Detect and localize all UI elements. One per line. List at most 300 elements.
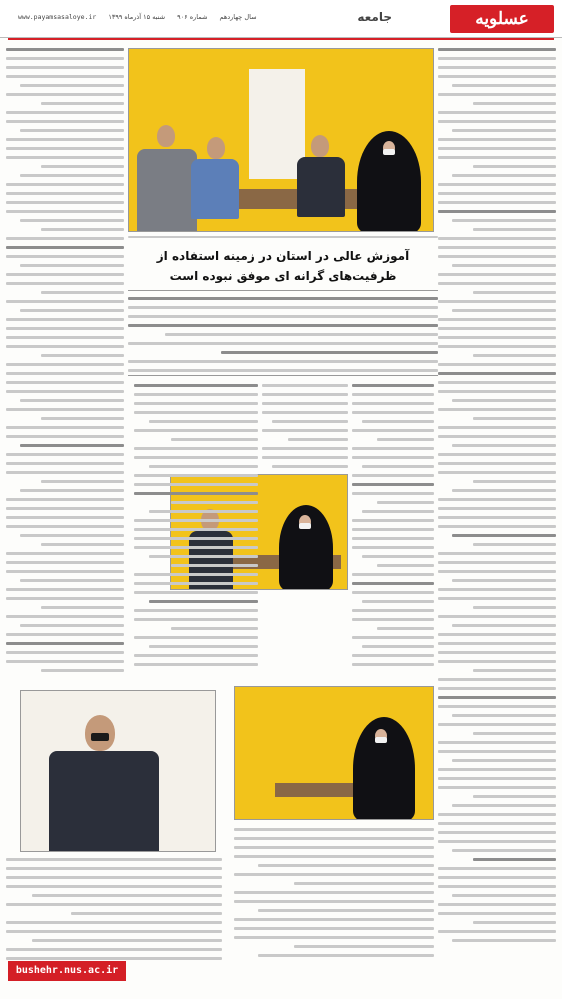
text-line (128, 342, 438, 345)
text-line (352, 537, 434, 540)
text-line (262, 384, 348, 387)
meta-issue: شماره ۹۰۶ (177, 13, 208, 21)
text-line (134, 618, 258, 621)
bottom-right-text (234, 828, 434, 968)
text-line (6, 390, 124, 393)
text-line (452, 129, 556, 132)
text-line (6, 201, 124, 204)
text-line (377, 438, 434, 441)
text-line (6, 318, 124, 321)
text-line (41, 543, 124, 546)
text-line (134, 546, 258, 549)
text-line (128, 360, 438, 363)
text-line (362, 510, 434, 513)
text-line (438, 255, 556, 258)
text-line (362, 600, 434, 603)
right-text-column (438, 48, 556, 968)
text-line (438, 183, 556, 186)
bottom-left-text (6, 858, 222, 968)
text-line (234, 837, 434, 840)
text-line (6, 327, 124, 330)
text-line (134, 519, 258, 522)
text-line (352, 411, 434, 414)
text-line (6, 867, 222, 870)
text-line (71, 912, 222, 915)
text-line (6, 210, 124, 213)
text-line (20, 129, 124, 132)
text-line (352, 483, 434, 486)
text-line (20, 399, 124, 402)
text-line (438, 435, 556, 438)
text-line (438, 210, 556, 213)
text-line (6, 255, 124, 258)
text-line (6, 426, 124, 429)
text-line (438, 912, 556, 915)
text-line (438, 705, 556, 708)
text-line (438, 687, 556, 690)
text-line (452, 309, 556, 312)
meeting-photo-top (128, 48, 434, 232)
left-text-column (6, 48, 124, 688)
text-line (452, 444, 556, 447)
text-line (438, 768, 556, 771)
text-line (128, 297, 438, 300)
interview-photo (234, 686, 434, 820)
text-line (452, 894, 556, 897)
text-line (6, 597, 124, 600)
text-line (134, 429, 258, 432)
text-line (262, 429, 348, 432)
text-line (134, 483, 258, 486)
text-line (6, 363, 124, 366)
text-line (438, 345, 556, 348)
text-line (6, 57, 124, 60)
text-line (258, 954, 434, 957)
text-line (6, 372, 124, 375)
text-line (6, 156, 124, 159)
text-line (41, 480, 124, 483)
text-line (452, 534, 556, 537)
text-line (452, 264, 556, 267)
text-line (438, 192, 556, 195)
text-line (6, 498, 124, 501)
text-line (41, 102, 124, 105)
text-line (272, 465, 348, 468)
text-line (171, 564, 258, 567)
text-line (6, 525, 124, 528)
text-line (473, 669, 556, 672)
text-line (352, 492, 434, 495)
text-line (6, 651, 124, 654)
text-line (6, 471, 124, 474)
text-line (438, 246, 556, 249)
newspaper-logo: عسلویه (450, 5, 554, 33)
text-line (134, 663, 258, 666)
text-line (234, 873, 434, 876)
text-line (6, 462, 124, 465)
text-line (134, 384, 258, 387)
text-line (438, 777, 556, 780)
text-line (6, 282, 124, 285)
text-line (134, 474, 258, 477)
text-line (438, 147, 556, 150)
text-line (452, 489, 556, 492)
text-line (6, 408, 124, 411)
text-line (171, 501, 258, 504)
text-line (6, 120, 124, 123)
text-line (438, 930, 556, 933)
text-line (171, 627, 258, 630)
text-line (134, 573, 258, 576)
text-line (438, 327, 556, 330)
photo-caption (128, 236, 438, 241)
text-line (165, 333, 438, 336)
text-line (149, 465, 258, 468)
text-line (20, 579, 124, 582)
text-line (362, 645, 434, 648)
text-line (438, 597, 556, 600)
text-line (6, 183, 124, 186)
text-line (438, 381, 556, 384)
text-line (288, 438, 348, 441)
text-line (262, 447, 348, 450)
text-line (473, 921, 556, 924)
text-line (128, 369, 438, 372)
text-line (6, 570, 124, 573)
text-line (452, 624, 556, 627)
text-line (6, 930, 222, 933)
text-line (6, 642, 124, 645)
mid-column-a (352, 384, 434, 684)
text-line (473, 606, 556, 609)
text-line (362, 555, 434, 558)
text-line (149, 420, 258, 423)
text-line (20, 489, 124, 492)
text-line (352, 636, 434, 639)
website-url[interactable]: www.payamsasaloye.ir (18, 13, 97, 21)
text-line (452, 714, 556, 717)
text-line (452, 84, 556, 87)
text-line (32, 894, 222, 897)
text-line (352, 393, 434, 396)
text-line (262, 456, 348, 459)
text-line (438, 471, 556, 474)
text-line (6, 552, 124, 555)
text-line (6, 147, 124, 150)
text-line (473, 291, 556, 294)
text-line (20, 84, 124, 87)
text-line (171, 438, 258, 441)
text-line (438, 318, 556, 321)
text-line (438, 867, 556, 870)
text-line (234, 927, 434, 930)
text-line (6, 957, 222, 960)
text-line (438, 300, 556, 303)
text-line (438, 75, 556, 78)
text-line (452, 849, 556, 852)
text-line (294, 882, 434, 885)
text-line (438, 885, 556, 888)
text-line (473, 102, 556, 105)
text-line (438, 363, 556, 366)
text-line (6, 876, 222, 879)
text-line (473, 228, 556, 231)
text-line (438, 426, 556, 429)
masthead-meta (8, 13, 257, 21)
text-line (362, 420, 434, 423)
text-line (20, 219, 124, 222)
text-line (41, 354, 124, 357)
text-line (6, 858, 222, 861)
text-line (234, 936, 434, 939)
text-line (41, 291, 124, 294)
text-line (438, 822, 556, 825)
text-line (352, 402, 434, 405)
mid-column-c (134, 384, 258, 684)
masthead-rule (8, 38, 554, 40)
text-line (6, 93, 124, 96)
text-line (438, 156, 556, 159)
text-line (6, 246, 124, 249)
text-line (149, 510, 258, 513)
text-line (352, 519, 434, 522)
portrait-photo (20, 690, 216, 852)
meta-date: شنبه ۱۵ آذرماه ۱۳۹۹ (108, 13, 166, 21)
text-line (452, 759, 556, 762)
text-line (6, 633, 124, 636)
text-line (6, 921, 222, 924)
text-line (352, 474, 434, 477)
text-line (473, 795, 556, 798)
text-line (438, 696, 556, 699)
text-line (352, 546, 434, 549)
text-line (377, 501, 434, 504)
text-line (438, 201, 556, 204)
text-line (438, 507, 556, 510)
text-line (6, 192, 124, 195)
text-line (352, 528, 434, 531)
text-line (234, 828, 434, 831)
text-line (272, 420, 348, 423)
text-line (234, 855, 434, 858)
text-line (234, 846, 434, 849)
text-line (438, 453, 556, 456)
text-line (438, 642, 556, 645)
text-line (473, 480, 556, 483)
mid-column-b (262, 384, 348, 470)
text-line (294, 945, 434, 948)
text-line (41, 669, 124, 672)
text-line (262, 411, 348, 414)
text-line (452, 399, 556, 402)
text-line (6, 615, 124, 618)
text-line (234, 891, 434, 894)
text-line (438, 840, 556, 843)
text-line (134, 537, 258, 540)
text-line (20, 534, 124, 537)
text-line (377, 627, 434, 630)
text-line (438, 660, 556, 663)
text-line (352, 429, 434, 432)
text-line (6, 435, 124, 438)
text-line (6, 237, 124, 240)
text-line (6, 75, 124, 78)
text-line (20, 264, 124, 267)
text-line (258, 909, 434, 912)
source-badge[interactable]: bushehr.nus.ac.ir (8, 961, 126, 981)
text-line (20, 309, 124, 312)
text-line (134, 582, 258, 585)
text-line (452, 804, 556, 807)
meta-year: سال چهاردهم (219, 13, 257, 21)
text-line (438, 615, 556, 618)
text-line (452, 939, 556, 942)
text-line (134, 528, 258, 531)
text-line (438, 876, 556, 879)
text-line (134, 393, 258, 396)
text-line (473, 417, 556, 420)
text-line (473, 732, 556, 735)
text-line (134, 636, 258, 639)
text-line (134, 402, 258, 405)
text-line (352, 384, 434, 387)
text-line (473, 354, 556, 357)
text-line (6, 507, 124, 510)
text-line (438, 633, 556, 636)
text-line (352, 447, 434, 450)
text-line (134, 411, 258, 414)
text-line (352, 591, 434, 594)
text-line (352, 609, 434, 612)
text-line (452, 579, 556, 582)
text-line (438, 93, 556, 96)
text-line (438, 831, 556, 834)
text-line (6, 588, 124, 591)
text-line (438, 651, 556, 654)
text-line (6, 300, 124, 303)
text-line (6, 273, 124, 276)
text-line (438, 111, 556, 114)
text-line (438, 336, 556, 339)
text-line (134, 609, 258, 612)
text-line (438, 408, 556, 411)
text-line (258, 864, 434, 867)
text-line (234, 900, 434, 903)
text-line (438, 516, 556, 519)
text-line (473, 165, 556, 168)
text-line (438, 237, 556, 240)
text-line (6, 336, 124, 339)
section-label: جامعه (357, 10, 392, 24)
text-line (134, 591, 258, 594)
main-headline: آموزش عالی در استان در زمینه استفاده از ظرفیت‌های گرانه ای موفق نبوده است (156, 249, 410, 283)
text-line (438, 498, 556, 501)
text-line (438, 57, 556, 60)
text-line (149, 555, 258, 558)
text-line (438, 273, 556, 276)
text-line (32, 939, 222, 942)
text-line (6, 48, 124, 51)
article-lead (128, 290, 438, 376)
text-line (41, 417, 124, 420)
text-line (134, 654, 258, 657)
text-line (438, 561, 556, 564)
text-line (438, 282, 556, 285)
text-line (6, 885, 222, 888)
text-line (438, 741, 556, 744)
text-line (128, 324, 438, 327)
text-line (352, 654, 434, 657)
text-line (20, 174, 124, 177)
text-line (6, 381, 124, 384)
text-line (234, 918, 434, 921)
text-line (20, 624, 124, 627)
text-line (352, 582, 434, 585)
text-line (6, 660, 124, 663)
text-line (134, 456, 258, 459)
text-line (438, 138, 556, 141)
text-line (6, 138, 124, 141)
text-line (438, 903, 556, 906)
text-line (438, 462, 556, 465)
text-line (352, 618, 434, 621)
text-line (41, 165, 124, 168)
text-line (352, 663, 434, 666)
text-line (438, 525, 556, 528)
text-line (149, 645, 258, 648)
text-line (438, 570, 556, 573)
text-line (41, 228, 124, 231)
text-line (377, 564, 434, 567)
text-line (352, 456, 434, 459)
text-line (438, 723, 556, 726)
text-line (6, 903, 222, 906)
text-line (6, 516, 124, 519)
text-line (41, 606, 124, 609)
text-line (6, 111, 124, 114)
text-line (134, 492, 258, 495)
text-line (362, 465, 434, 468)
text-line (352, 573, 434, 576)
text-line (134, 447, 258, 450)
text-line (438, 813, 556, 816)
text-line (438, 678, 556, 681)
text-line (6, 66, 124, 69)
text-line (149, 600, 258, 603)
masthead (0, 0, 562, 38)
text-line (262, 393, 348, 396)
text-line (438, 48, 556, 51)
text-line (6, 345, 124, 348)
text-line (473, 858, 556, 861)
text-line (438, 372, 556, 375)
text-line (262, 402, 348, 405)
text-line (438, 390, 556, 393)
text-line (438, 786, 556, 789)
text-line (438, 66, 556, 69)
text-line (128, 315, 438, 318)
text-line (438, 552, 556, 555)
text-line (6, 561, 124, 564)
text-line (438, 750, 556, 753)
text-line (6, 453, 124, 456)
text-line (452, 174, 556, 177)
text-line (473, 543, 556, 546)
text-line (438, 120, 556, 123)
text-line (20, 444, 124, 447)
text-line (221, 351, 438, 354)
text-line (452, 219, 556, 222)
